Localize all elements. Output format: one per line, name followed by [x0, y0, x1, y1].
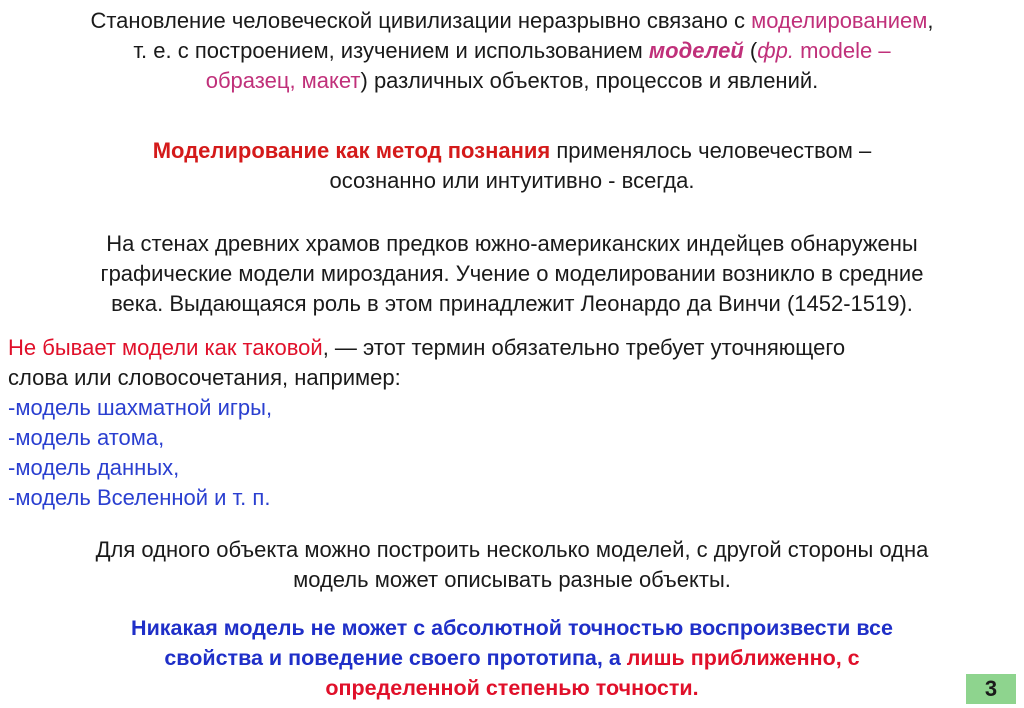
intro-line-1: Становление человеческой цивилизации неразрывно связано с моделированием,	[90, 8, 934, 33]
term-method: Моделирование как метод познания	[152, 138, 551, 163]
intro-line-2: т. е. с построением, изучением и использованием моделей (фр. modele –	[133, 38, 891, 63]
page-number-badge: 3	[966, 674, 1016, 704]
list-item: -модель атома,	[8, 425, 165, 450]
conclusion-paragraph	[0, 613, 1024, 703]
history-line-1: На стенах древних храмов предков южно-американских индейцев обнаружены	[106, 231, 918, 256]
objects-line-1: Для одного объекта можно построить несколько моделей, с другой стороны одна	[95, 537, 929, 562]
list-item: -модель шахматной игры,	[8, 395, 273, 420]
examples-line-2: слова или словосочетания, например:	[8, 365, 401, 390]
history-paragraph	[0, 229, 1024, 319]
history-line-3: века. Выдающаяся роль в этом принадлежит Леонардо да Винчи (1452-1519).	[111, 291, 913, 316]
examples-line-1: Не бывает модели как таковой, — этот термин обязательно требует уточняющего	[8, 335, 846, 360]
conclusion-line-1: Никакая модель не может с абсолютной точностью воспроизвести все	[131, 616, 893, 640]
term-modele: modele –	[793, 38, 891, 63]
term-modeling: моделированием	[751, 8, 928, 33]
method-line-2: осознанно или интуитивно - всегда.	[329, 168, 695, 193]
objects-paragraph	[0, 535, 1024, 595]
term-approx: лишь приближенно, с	[626, 646, 860, 670]
term-obrazets: образец, макет	[205, 68, 361, 93]
objects-line-2: модель может описывать разные объекты.	[293, 567, 731, 592]
list-item: -модель данных,	[8, 455, 180, 480]
method-paragraph	[0, 136, 1024, 196]
list-item: -модель Вселенной и т. п.	[8, 485, 271, 510]
history-line-2: графические модели мироздания. Учение о моделировании возникло в средние	[100, 261, 924, 286]
conclusion-line-3: определенной степенью точности.	[325, 676, 699, 700]
conclusion-line-2: свойства и поведение своего прототипа, а лишь приближенно, с	[164, 646, 860, 670]
term-no-model: Не бывает модели как таковой	[8, 335, 323, 360]
method-line-1: Моделирование как метод познания применялось человечеством –	[152, 138, 872, 163]
term-fr: фр.	[757, 38, 794, 63]
intro-paragraph	[0, 6, 1024, 96]
intro-line-3: образец, макет) различных объектов, процессов и явлений.	[205, 68, 819, 93]
examples-paragraph	[8, 333, 1018, 513]
term-models: моделей	[648, 38, 744, 63]
